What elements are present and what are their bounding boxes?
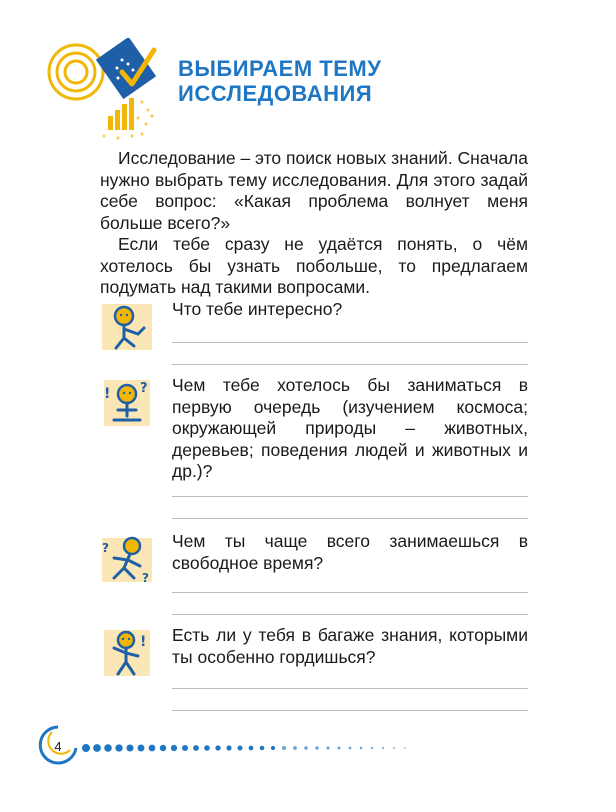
footer-dot — [93, 744, 101, 752]
proud-figure-icon — [100, 626, 154, 680]
footer-dot — [149, 745, 156, 752]
answer-line[interactable] — [172, 688, 528, 689]
question-4: Есть ли у тебя в багаже знания, которыми ты особенно гордишься? — [172, 625, 528, 667]
question-3: Чем ты чаще всего занимаешься в свободное время? — [172, 531, 528, 573]
question-1: Что тебе интересно? — [172, 299, 343, 319]
footer-dot — [215, 745, 220, 750]
running-figure-icon — [100, 532, 154, 586]
footer-dot — [238, 746, 243, 751]
footer-dot — [182, 745, 188, 751]
answer-line[interactable] — [172, 364, 528, 365]
footer-dot — [260, 746, 264, 750]
footer-dot — [338, 747, 341, 750]
footer-dot — [160, 745, 166, 751]
footer-dot — [204, 745, 210, 751]
answer-line[interactable] — [172, 496, 528, 497]
answer-line[interactable] — [172, 592, 528, 593]
footer-dot — [360, 747, 363, 750]
footer-dot — [404, 747, 406, 749]
footer-dot — [115, 744, 122, 751]
intro-paragraph-1: Исследование – это поиск новых знаний. Сначала нужно выбрать тему исследования. Для этого задай себе вопрос: «Какая проблема волнует меня больше всего?» — [100, 148, 528, 233]
page-title — [178, 56, 438, 106]
svg-text:!: ! — [140, 634, 147, 650]
research-logo-icon — [34, 38, 160, 148]
page-number: 4 — [54, 739, 62, 754]
footer-dot — [382, 747, 384, 749]
puzzled-figure-icon — [100, 376, 154, 430]
footer-dot — [249, 746, 254, 751]
footer-dot — [393, 747, 395, 749]
footer-dot — [293, 746, 297, 750]
footer-dot — [126, 744, 133, 751]
svg-text:?: ? — [142, 571, 149, 585]
footer-dot — [171, 745, 177, 751]
question-2: Чем тебе хотелось бы заниматься в первую очередь (изучением космоса; окружающей природы – животных, деревьев; поведения людей и животных и др.)? — [172, 375, 528, 481]
footer-dot — [304, 746, 308, 750]
footer-dot — [138, 745, 145, 752]
footer-dot — [282, 746, 286, 750]
thinking-figure-icon — [100, 300, 154, 354]
footer-dot — [371, 747, 373, 749]
intro-paragraph-2: Если тебе сразу не удаётся понять, о чём хотелось бы узнать побольше, то предлагаем подумать над такими вопросами. — [100, 234, 528, 297]
footer-dot — [226, 745, 231, 750]
footer-dot — [271, 746, 275, 750]
footer-dot — [315, 746, 318, 749]
svg-text:?: ? — [102, 541, 109, 555]
footer-dot — [326, 746, 329, 749]
answer-line[interactable] — [172, 342, 528, 343]
answer-line[interactable] — [172, 614, 528, 615]
footer-dot — [104, 744, 112, 752]
intro-text — [100, 148, 528, 299]
answer-line[interactable] — [172, 710, 528, 711]
footer-dot — [193, 745, 199, 751]
title-line-1: ВЫБИРАЕМ ТЕМУ — [178, 56, 382, 81]
footer-dot — [349, 747, 352, 750]
svg-text:!: ! — [104, 386, 111, 402]
answer-line[interactable] — [172, 518, 528, 519]
footer-dot — [82, 744, 90, 752]
svg-text:?: ? — [140, 381, 148, 396]
title-line-2: ИССЛЕДОВАНИЯ — [178, 81, 373, 106]
footer-dots-decoration — [82, 743, 422, 753]
